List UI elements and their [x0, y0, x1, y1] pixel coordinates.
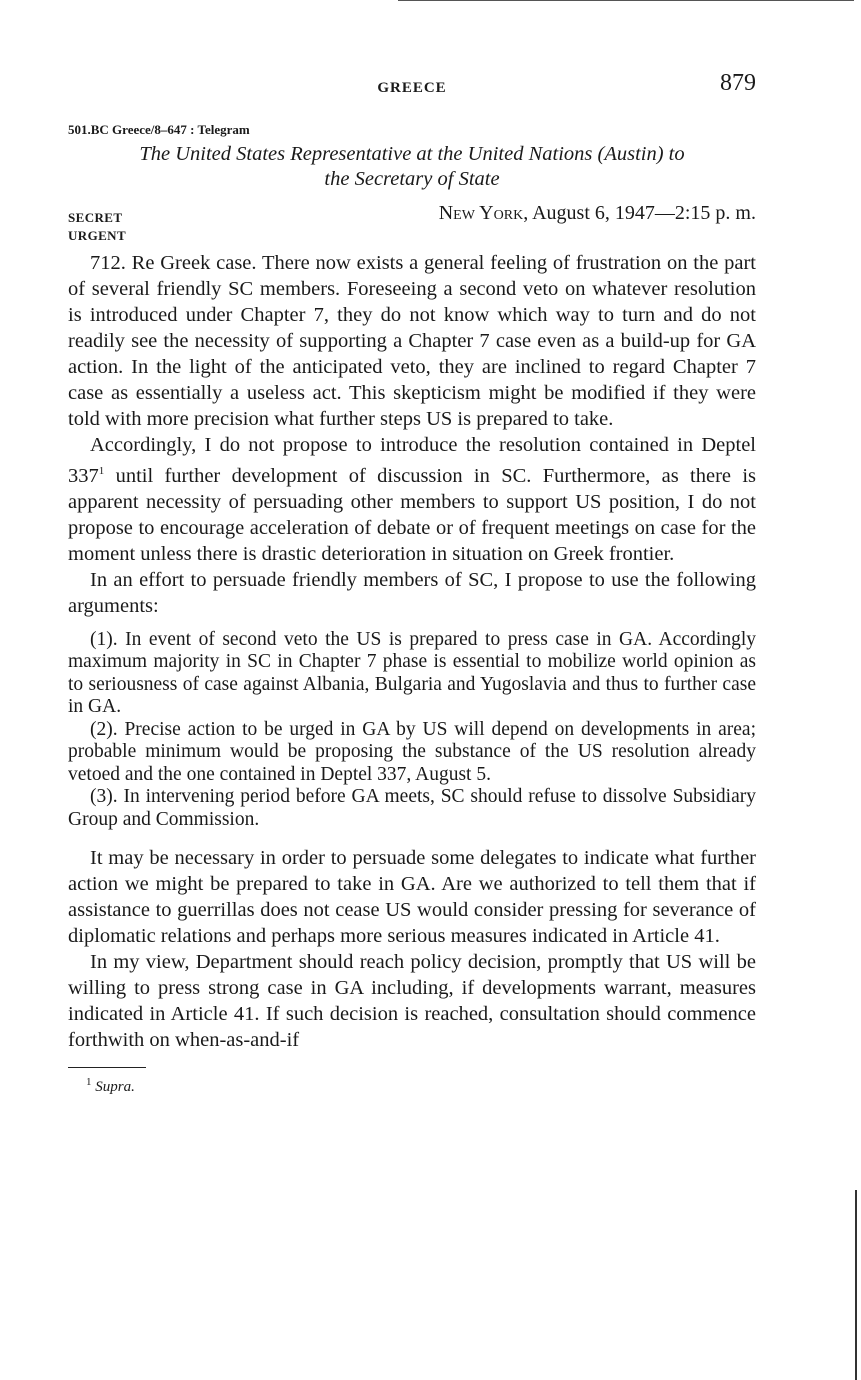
footnote-text: Supra.	[95, 1079, 135, 1096]
paragraph-2-part-2: until further development of discussion in SC. Furthermore, as there is apparent necessity of persuading other members to support US position, I do not propose to encourage acceleration of debate or of frequent meetings on case for the moment unless there is drastic deterioration in situation on Greek frontier.	[68, 464, 756, 565]
document-title	[68, 142, 756, 192]
paragraph-5: In my view, Department should reach policy decision, promptly that US will be willing to press strong case in GA including, if developments warrant, measures indicated in Article 41. If such decision is reached, consultation should commence forthwith on when-as-and-if	[68, 951, 756, 1052]
title-line-1: The United States Representative at the United Nations (Austin) to	[139, 143, 685, 165]
argument-2: (2). Precise action to be urged in GA by US will depend on developments in area; probable minimum would be proposing the substance of the US resolution already vetoed and the one contained in Deptel 337, August 5.	[68, 718, 756, 785]
paragraph-2	[68, 432, 756, 567]
dateline	[439, 202, 756, 225]
meta-row	[68, 202, 756, 226]
page-header	[68, 70, 756, 110]
arguments-block	[68, 629, 756, 832]
document-page	[68, 70, 756, 1096]
running-head: GREECE	[377, 80, 447, 96]
footnote	[68, 1076, 756, 1096]
paragraph-4: It may be necessary in order to persuade some delegates to indicate what further action we might be prepared to take in GA. Are we authorized to tell them that if assistance to guerrillas does not cease US would consider pressing for severance of diplomatic relations and perhaps more serious measures indicated in Article 41.	[68, 847, 756, 948]
argument-1: (1). In event of second veto the US is prepared to press case in GA. Accordingly maximum majority in SC in Chapter 7 phase is essential to mobilize world opinion as to seriousness of case against Albania, Bulgaria and Yugoslavia and thus to further case in GA.	[68, 628, 756, 718]
page-edge-mark	[855, 1190, 857, 1380]
classification-label: SECRET	[68, 210, 123, 225]
argument-3: (3). In intervening period before GA meets, SC should refuse to dissolve Subsidiary Group and Commission.	[68, 786, 756, 830]
dateline-date: August 6, 1947—2:15 p. m.	[532, 202, 756, 224]
paragraph-3: In an effort to persuade friendly members of SC, I propose to use the following arguments:	[68, 568, 756, 617]
footnote-rule	[68, 1067, 146, 1068]
paragraph-1: 712. Re Greek case. There now exists a general feeling of frustration on the part of several friendly SC members. Foreseeing a second veto on whatever resolution is introduced under Chapter 7, they do not know which way to turn and do not readily see the necessity of supporting a Chapter 7 case even as a build-up for GA action. In the light of the anticipated veto, they are inclined to regard Chapter 7 case as essentially a useless act. This skepticism might be modified if they were told with more precision what further steps US is prepared to take.	[68, 252, 756, 430]
title-line-2: the Secretary of State	[324, 168, 500, 190]
file-reference: 501.BC Greece/8–647 : Telegram	[68, 122, 250, 137]
footnote-marker: 1	[86, 1076, 92, 1089]
footnote-ref: 1	[98, 465, 105, 477]
dateline-place: New York,	[438, 202, 529, 224]
urgency-label: URGENT	[68, 228, 127, 243]
paragraph-2-part-1: Accordingly, I do not propose to introduce the resolution contained in Deptel 337	[68, 434, 756, 487]
top-border-rule	[398, 0, 854, 1]
page-number: 879	[720, 70, 756, 96]
